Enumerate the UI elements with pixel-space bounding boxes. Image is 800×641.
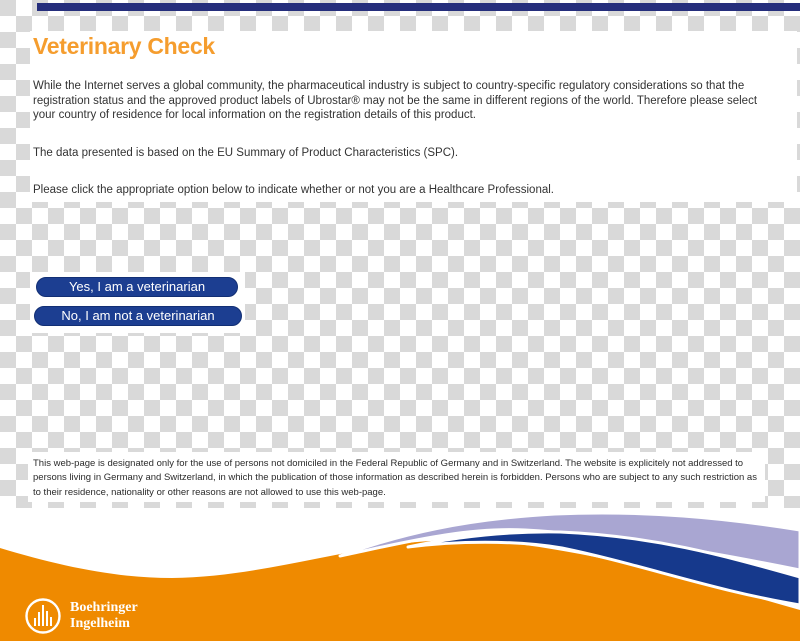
page-title: Veterinary Check xyxy=(33,33,215,59)
top-navy-bar xyxy=(37,3,800,11)
no-veterinarian-button[interactable]: No, I am not a veterinarian xyxy=(34,306,242,326)
legal-disclaimer-text: This web-page is designated only for the use of persons not domiciled in the Federal Republic of Germany and in Switzerland. The website is explicitely not addressed to persons living in Germany and Switzerland, in which the publication of those information as described herein is forbidden. Persons who are subject to any such restriction as to their residence, nationality or other reasons are not allowed to use this web-page. xyxy=(33,458,757,498)
intro-paragraph-regulatory: While the Internet serves a global community, the pharmaceutical industry is subject to country-specific regulatory considerations so that the registration status and the approved product labels of Ubrostar® may not be the same in different regions of the world. Therefore please select your country of residence for local information on the registration details of this product. xyxy=(33,80,758,122)
boehringer-emblem-icon xyxy=(24,597,62,635)
logo-line-2: Ingelheim xyxy=(70,616,130,631)
intro-paragraph-instruction: Please click the appropriate option below to indicate whether or not you are a Healthcare Professional. xyxy=(33,184,554,196)
logo-wordmark xyxy=(70,600,138,632)
intro-paragraph-spc: The data presented is based on the EU Summary of Product Characteristics (SPC). xyxy=(33,147,459,159)
logo-line-1: Boehringer xyxy=(70,599,138,615)
yes-veterinarian-button[interactable]: Yes, I am a veterinarian xyxy=(36,277,238,297)
boehringer-ingelheim-logo xyxy=(24,597,138,635)
